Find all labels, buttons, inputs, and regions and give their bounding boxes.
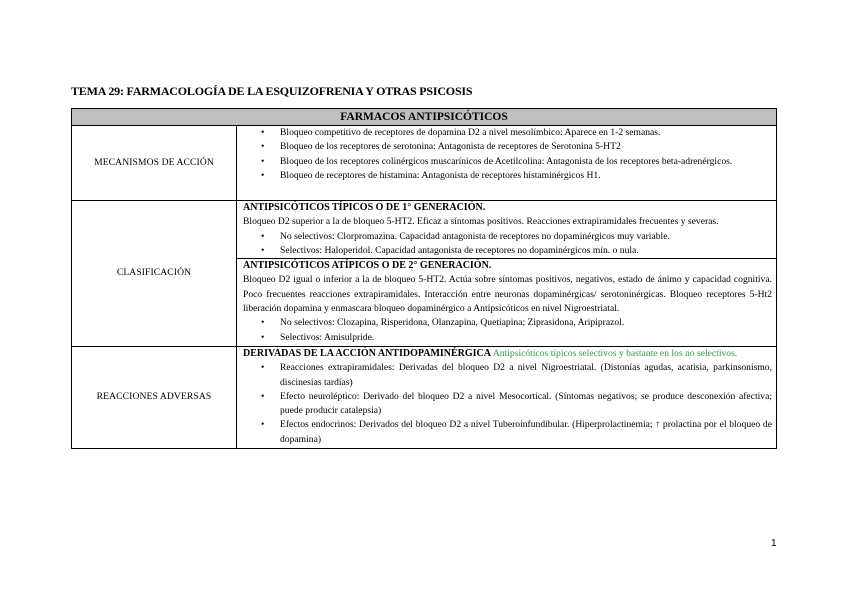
page-title: TEMA 29: FARMACOLOGÍA DE LA ESQUIZOFRENIA Y OTRAS PSICOSIS: [71, 84, 473, 98]
reacciones-heading-line: [243, 347, 772, 361]
mecanismos-list: [243, 126, 772, 183]
tipicos-heading: ANTIPSICÓTICOS TÍPICOS O DE 1° GENERACIÓN.: [243, 202, 486, 213]
atipicos-section: [237, 258, 776, 345]
list-item: • Bloqueo de los receptores de serotonina: Antagonista de receptores de Serotonina 5-HT2: [280, 140, 772, 154]
table-row-reacciones: [72, 346, 777, 448]
row-content-mecanismos: [237, 126, 777, 201]
table-header: FARMACOS ANTIPSICÓTICOS: [72, 109, 777, 126]
list-item: • No selectivos: Clorpromazina. Capacidad antagonista de receptores no dopaminérgicos muy variable.: [280, 230, 772, 244]
atipicos-heading: ANTIPSICÓTICOS ATÍPICOS O DE 2° GENERACIÓN.: [243, 260, 492, 272]
table-row-clasificacion: [72, 201, 777, 347]
row-label-reacciones: REACCIONES ADVERSAS: [72, 346, 237, 448]
list-item: • Bloqueo competitivo de receptores de dopamina D2 a nivel mesolímbico: Aparece en 1-2 semanas.: [280, 126, 772, 140]
row-content-reacciones: [237, 346, 777, 448]
row-label-clasificacion: CLASIFICACIÓN: [72, 201, 237, 347]
page-number: 1: [771, 538, 777, 549]
list-item: • Efectos endocrinos: Derivados del bloqueo D2 a nivel Tuberoinfundibular. (Hiperprolactinemia; ↑ prolactina por el bloqueo de dopamina): [280, 418, 772, 447]
antipsychotics-table: [71, 108, 777, 449]
table-row-mecanismos: [72, 126, 777, 201]
tipicos-list: [243, 230, 772, 259]
list-item: • Selectivos: Haloperidol. Capacidad antagonista de receptores no dopaminérgicos mín. o nula.: [280, 244, 772, 258]
list-item: • Selectivos: Amisulpride.: [280, 331, 772, 345]
reacciones-note: Antipsicóticos típicos selectivos y bastante en los no selectivos.: [492, 347, 738, 359]
atipicos-list: [243, 316, 772, 345]
list-item: • Bloqueo de los receptores colinérgicos muscarínicos de Acetilcolina: Antagonista de los receptores beta-adrenérgicos.: [280, 155, 772, 169]
list-item: • Efecto neuroléptico: Derivado del bloqueo D2 a nivel Mesocortical. (Síntomas negativos; se produce desconexión afectiva; puede producir catalepsia): [280, 390, 772, 419]
atipicos-text: Bloqueo D2 igual o inferior a la de bloqueo 5-HT2. Actúa sobre síntomas positivos, negativos, estado de ánimo y capacidad cognitiva. Poco frecuentes reacciones extrapiramidales. Interacción entre neuronas dopaminérgicas/ serotoninérgicas. Bloqueo receptores 5-Ht2 liberación dopamina y enmascara bloqueo dopaminérgico a Antipsicóticos en nivel Nigroestriatal.: [243, 274, 772, 315]
reacciones-list: [243, 361, 772, 447]
list-item: • Bloqueo de receptores de histamina: Antagonista de receptores histaminérgicos H1.: [280, 169, 772, 183]
reacciones-heading: DERIVADAS DE LA ACCIÓN ANTIDOPAMINÉRGICA: [243, 347, 491, 359]
list-item: • No selectivos: Clozapina, Risperidona, Olanzapina, Quetiapina; Ziprasidona, Aripiprazol.: [280, 316, 772, 330]
row-label-mecanismos: MECANISMOS DE ACCIÓN: [72, 126, 237, 201]
tipicos-section: [243, 201, 772, 258]
tipicos-text: Bloqueo D2 superior a la de bloqueo 5-HT2. Eficaz a síntomas positivos. Reacciones extrapiramidales frecuentes y severas.: [243, 216, 719, 228]
list-item: • Reacciones extrapiramidales: Derivadas del bloqueo D2 a nivel Nigroestriatal. (Distonías agudas, acatisia, parkinsonismo, discinesias tardías): [280, 361, 772, 390]
row-content-clasificacion: [237, 201, 777, 347]
